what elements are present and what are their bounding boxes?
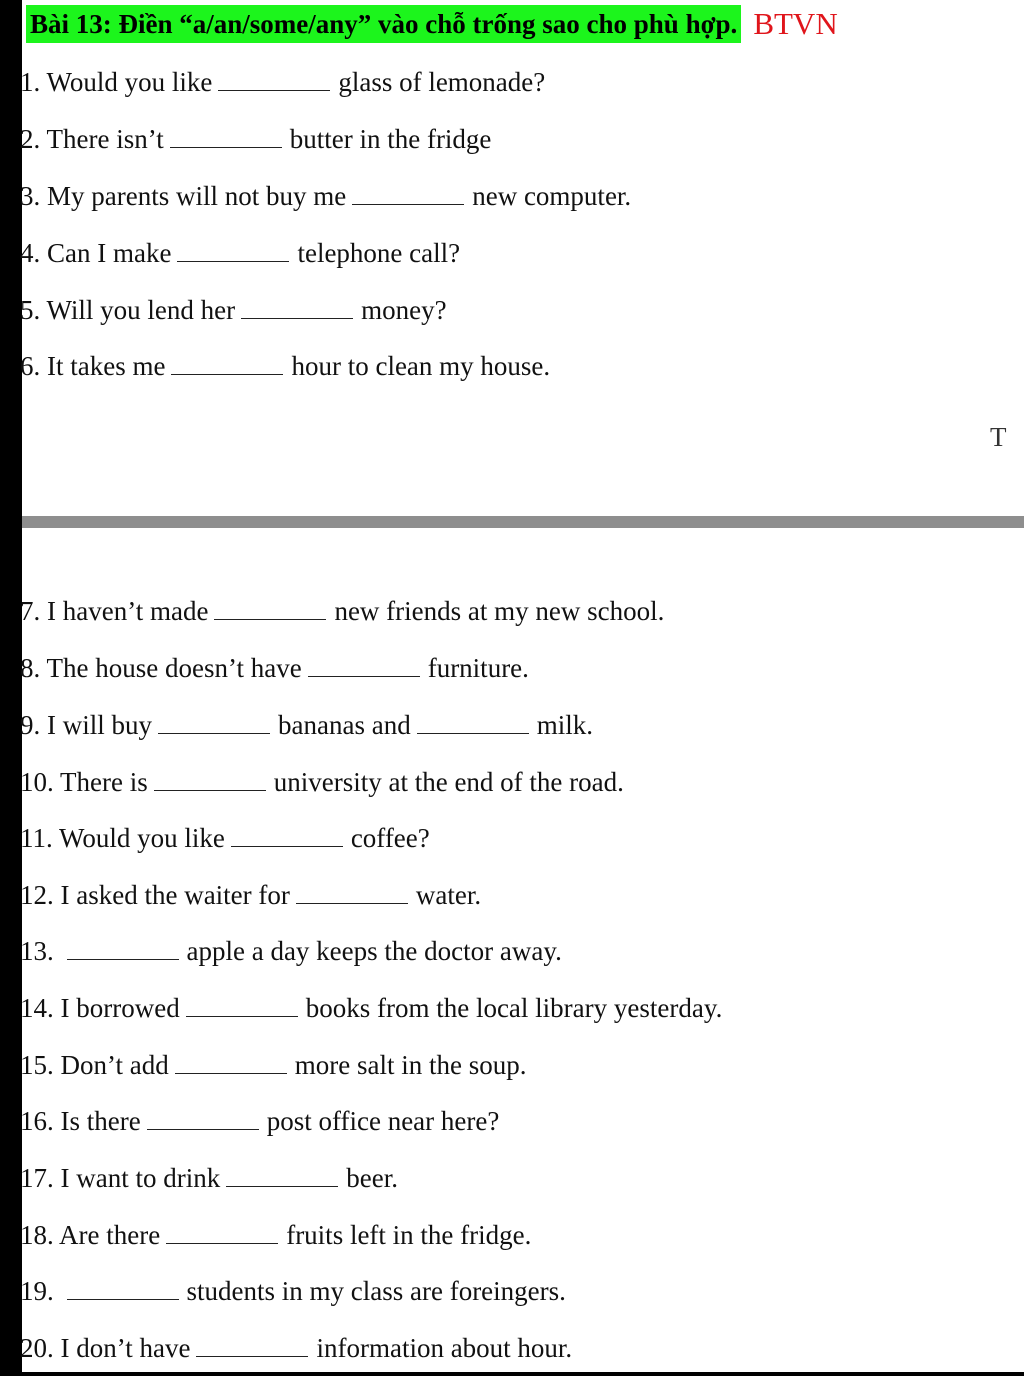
question-text: I don’t have: [60, 1333, 191, 1363]
cropped-edge-text: T: [990, 422, 1007, 452]
question-10: [20, 762, 624, 799]
answer-blank: [186, 988, 298, 1017]
answer-blank: [67, 1271, 179, 1300]
question-text: beer.: [346, 1163, 398, 1193]
question-text: information about hour.: [316, 1333, 573, 1363]
question-text: Would you like: [59, 823, 225, 853]
question-text: It takes me: [47, 351, 166, 381]
question-text: I asked the waiter for: [60, 880, 290, 910]
question-text: books from the local library yesterday.: [305, 993, 723, 1023]
question-12: [20, 875, 481, 912]
question-text: new friends at my new school.: [334, 596, 665, 626]
question-13: [20, 931, 562, 968]
answer-blank: [158, 705, 270, 734]
question-11: [20, 818, 430, 855]
answer-blank: [175, 1045, 287, 1074]
answer-blank: [177, 233, 289, 262]
question-1: [20, 62, 545, 99]
question-number: 15.: [20, 1050, 54, 1080]
question-number: 17.: [20, 1163, 54, 1193]
question-2: [20, 119, 491, 156]
question-text: apple a day keeps the doctor away.: [186, 936, 562, 966]
question-text: There isn’t: [46, 124, 164, 154]
answer-blank: [147, 1101, 259, 1130]
question-number: 2.: [20, 124, 41, 154]
question-number: 18.: [20, 1220, 54, 1250]
exercise-instruction: Bài 13: Điền “a/an/some/any” vào chỗ trống sao cho phù hợp.: [26, 5, 741, 43]
question-number: 9.: [20, 710, 41, 740]
answer-blank: [352, 176, 464, 205]
question-text: I want to drink: [60, 1163, 221, 1193]
question-text: university at the end of the road.: [273, 767, 624, 797]
question-9: [20, 705, 593, 742]
question-text: fruits left in the fridge.: [286, 1220, 532, 1250]
question-number: 19.: [20, 1276, 54, 1306]
question-text: There is: [60, 767, 148, 797]
homework-tag: BTVN: [753, 6, 838, 41]
question-text: coffee?: [350, 823, 430, 853]
question-number: 10.: [20, 767, 54, 797]
question-20: [20, 1328, 572, 1365]
exercise-heading: [26, 4, 838, 44]
question-7: [20, 591, 664, 628]
question-text: Can I make: [47, 238, 172, 268]
question-text: bananas and: [278, 710, 411, 740]
page-divider: [22, 516, 1024, 528]
question-text: Is there: [60, 1106, 141, 1136]
answer-blank: [241, 290, 353, 319]
question-text: butter in the fridge: [289, 124, 492, 154]
question-text: new computer.: [472, 181, 632, 211]
question-5: [20, 290, 447, 327]
question-15: [20, 1045, 526, 1082]
answer-blank: [308, 648, 420, 677]
question-text: milk.: [536, 710, 593, 740]
question-text: Are there: [59, 1220, 161, 1250]
question-number: 6.: [20, 351, 41, 381]
question-text: post office near here?: [266, 1106, 500, 1136]
question-3: [20, 176, 631, 213]
question-text: money?: [361, 295, 447, 325]
answer-blank: [171, 346, 283, 375]
question-4: [20, 233, 460, 270]
question-text: Will you lend her: [46, 295, 236, 325]
answer-blank: [170, 119, 282, 148]
question-number: 8.: [20, 653, 41, 683]
answer-blank: [166, 1215, 278, 1244]
question-16: [20, 1101, 499, 1138]
answer-blank: [417, 705, 529, 734]
question-text: Don’t add: [60, 1050, 169, 1080]
question-text: more salt in the soup.: [294, 1050, 527, 1080]
question-number: 5.: [20, 295, 41, 325]
question-number: 11.: [20, 823, 53, 853]
answer-blank: [154, 762, 266, 791]
question-number: 7.: [20, 596, 41, 626]
question-text: I borrowed: [60, 993, 180, 1023]
answer-blank: [218, 62, 330, 91]
question-14: [20, 988, 722, 1025]
question-text: Would you like: [46, 67, 213, 97]
question-text: glass of lemonade?: [338, 67, 546, 97]
question-text: students in my class are foreingers.: [186, 1276, 566, 1306]
question-number: 16.: [20, 1106, 54, 1136]
question-text: I will buy: [47, 710, 152, 740]
question-number: 12.: [20, 880, 54, 910]
question-text: water.: [415, 880, 482, 910]
question-text: hour to clean my house.: [291, 351, 551, 381]
question-6: [20, 346, 550, 383]
question-number: 13.: [20, 936, 54, 966]
answer-blank: [196, 1328, 308, 1357]
question-text: furniture.: [427, 653, 529, 683]
question-number: 4.: [20, 238, 41, 268]
question-number: 3.: [20, 181, 41, 211]
question-18: [20, 1215, 531, 1252]
question-number: 1.: [20, 67, 41, 97]
question-text: telephone call?: [297, 238, 461, 268]
question-17: [20, 1158, 398, 1195]
question-text: The house doesn’t have: [46, 653, 302, 683]
question-text: I haven’t made: [47, 596, 209, 626]
question-text: My parents will not buy me: [47, 181, 347, 211]
question-number: 20.: [20, 1333, 54, 1363]
answer-blank: [231, 818, 343, 847]
answer-blank: [67, 931, 179, 960]
question-19: [20, 1271, 566, 1308]
question-number: 14.: [20, 993, 54, 1023]
answer-blank: [226, 1158, 338, 1187]
answer-blank: [296, 875, 408, 904]
question-8: [20, 648, 529, 685]
answer-blank: [214, 591, 326, 620]
